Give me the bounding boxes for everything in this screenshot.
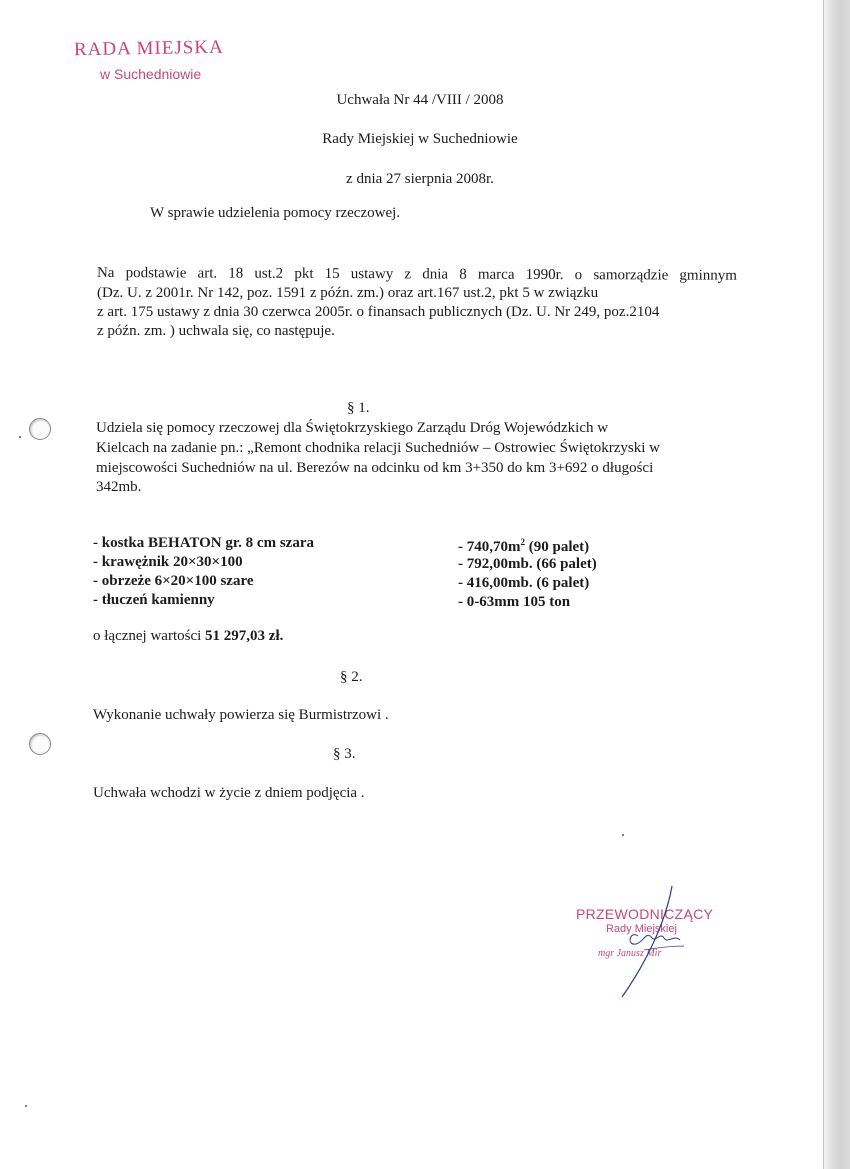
page-edge-shadow xyxy=(824,0,850,1169)
scan-speck xyxy=(25,1105,27,1107)
total-value: o łącznej wartości 51 297,03 zł. xyxy=(93,628,284,644)
scan-speck xyxy=(19,436,21,438)
preamble-line: z późn. zm. ) uchwala się, co następuje. xyxy=(97,323,335,339)
resolution-body: Rady Miejskiej w Suchedniowie xyxy=(322,131,518,147)
section-2-heading: § 2. xyxy=(340,669,363,685)
material-quantity: - $740,70m^2$ (90 palet) xyxy=(458,537,590,555)
section-2-text: Wykonanie uchwały powierza się Burmistrzowi . xyxy=(93,707,389,723)
punch-hole-top xyxy=(29,418,51,440)
section-3-heading: § 3. xyxy=(333,746,356,762)
stamp-line-2: w Suchedniowie xyxy=(100,66,202,82)
section-1-line: 342mb. xyxy=(96,479,142,495)
page-edge-line xyxy=(823,0,824,1169)
preamble-line: (Dz. U. z 2001r. Nr 142, poz. 1591 z późn. zm.) oraz art.167 ust.2, pkt 5 w związku xyxy=(97,285,599,301)
material-quantity: - 416,00mb. (6 palet) xyxy=(458,575,590,591)
material-quantity: - 0-63mm 105 ton xyxy=(458,594,571,610)
section-1-line: miejscowości Suchedniów na ul. Berezów na odcinku od km 3+350 do km 3+692 o długości xyxy=(96,460,654,476)
scan-speck xyxy=(622,834,624,836)
chairman-name: mgr Janusz Mir xyxy=(598,948,662,959)
material-quantity: - 792,00mb. (66 palet) xyxy=(458,556,597,572)
section-1-line: Udziela się pomocy rzeczowej dla Świętokrzyskiego Zarządu Dróg Wojewódzkich w xyxy=(96,420,609,436)
preamble-line: z art. 175 ustawy z dnia 30 czerwca 2005r. o finansach publicznych (Dz. U. Nr 249, poz.2104 xyxy=(97,304,660,320)
handwritten-signature xyxy=(560,880,710,1000)
preamble-line: Na podstawie art. 18 ust.2 pkt 15 ustawy z dnia 8 marca 1990r. o samorządzie gminnym xyxy=(96,265,737,284)
chairman-body: Rady Miejskiej xyxy=(606,923,677,935)
material-name: - obrzeże 6×20×100 szare xyxy=(93,573,254,589)
resolution-title: Uchwała Nr 44 /VIII / 2008 xyxy=(336,92,504,108)
section-1-line: Kielcach na zadanie pn.: „Remont chodnika relacji Suchedniów – Ostrowiec Świętokrzyski w xyxy=(96,440,660,456)
stamp-line-1: RADA MIEJSKA xyxy=(73,36,224,61)
material-name: - kostka BEHATON gr. 8 cm szara xyxy=(93,535,314,551)
resolution-date: z dnia 27 sierpnia 2008r. xyxy=(346,171,494,187)
section-3-text: Uchwała wchodzi w życie z dniem podjęcia . xyxy=(93,785,365,801)
chairman-title: PRZEWODNICZĄCY xyxy=(576,906,714,922)
resolution-subject: W sprawie udzielenia pomocy rzeczowej. xyxy=(150,205,401,221)
material-name: - tłuczeń kamienny xyxy=(93,592,215,608)
material-name: - krawężnik 20×30×100 xyxy=(93,554,243,570)
section-1-heading: § 1. xyxy=(347,400,370,416)
punch-hole-bottom xyxy=(29,733,51,755)
